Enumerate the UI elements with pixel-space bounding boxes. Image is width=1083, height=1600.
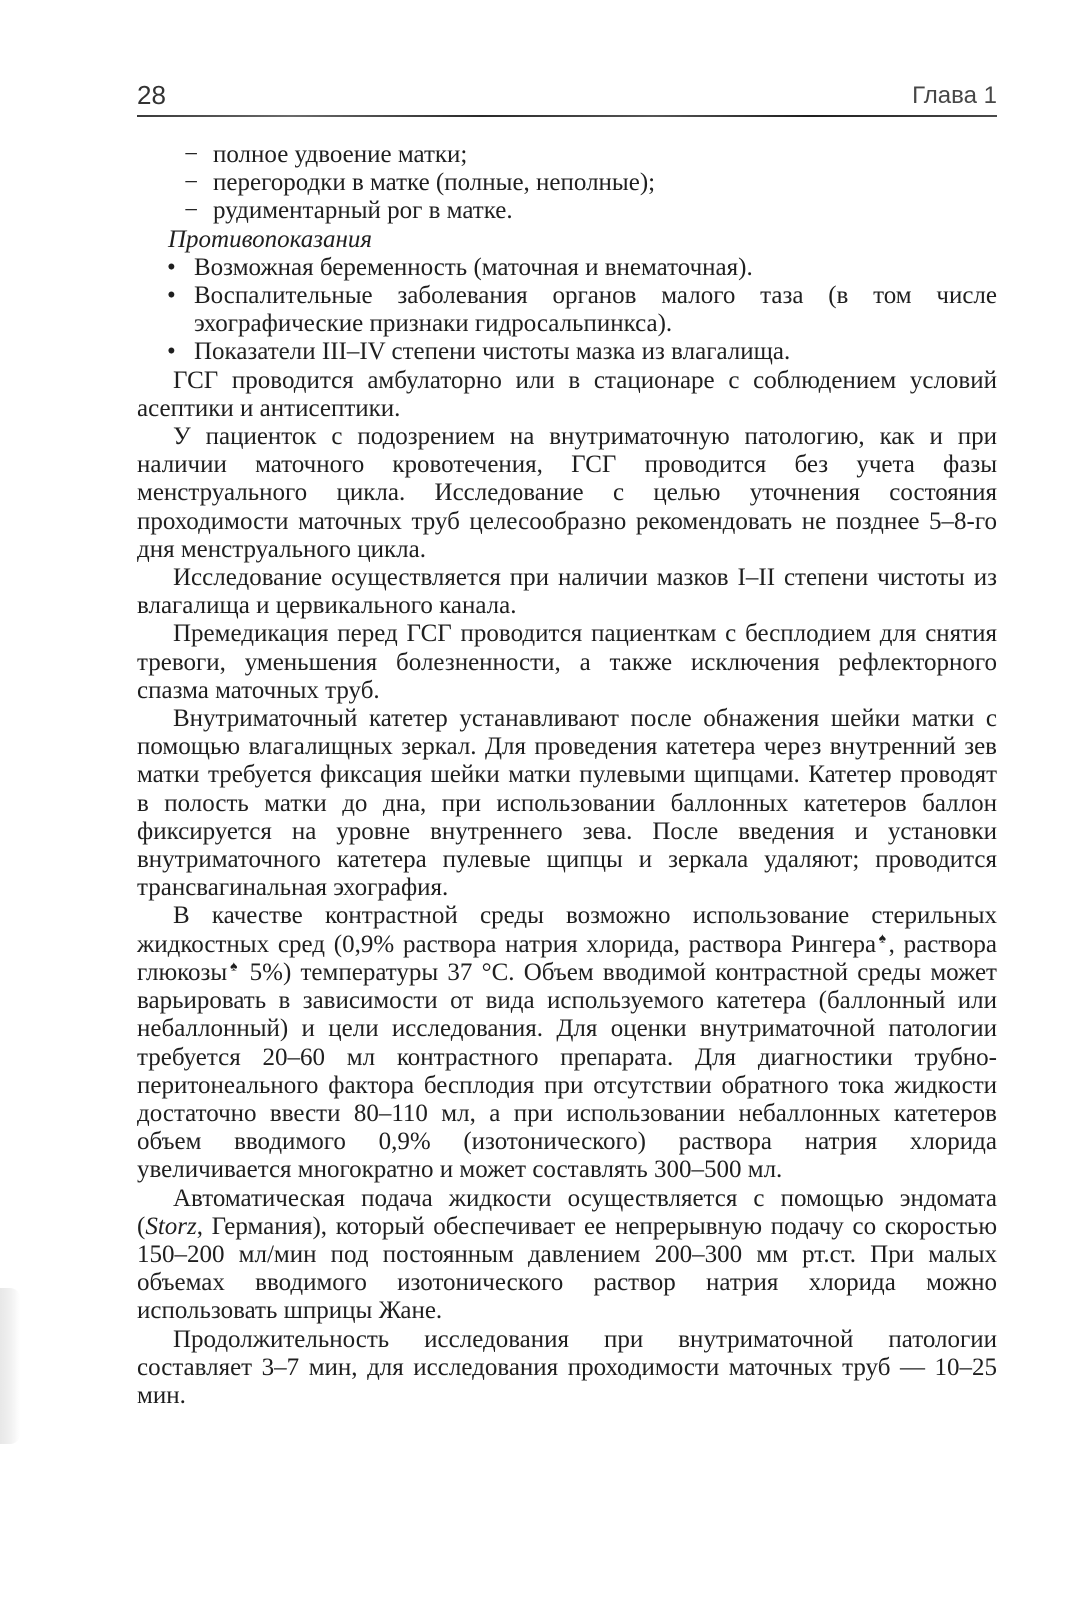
bullet-marker: • bbox=[167, 253, 176, 281]
header-rule bbox=[137, 115, 997, 117]
bullet-list-item bbox=[137, 254, 997, 282]
paragraph bbox=[137, 1326, 997, 1411]
text-segment: У пациенток с подозрением на внутриматочную патологию, как и при наличии маточного кровотечения, ГСГ проводится без учета фазы менструального цикла. Исследование с целью уточнения состояния проходимости маточных труб целесообразно рекомендовать не позднее 5–8-го дня менструального цикла. bbox=[137, 423, 997, 563]
subheading-contraindications: Противопоказания bbox=[168, 225, 372, 253]
paragraph bbox=[137, 1185, 997, 1326]
dash-marker: − bbox=[184, 169, 199, 197]
paragraph bbox=[137, 564, 997, 620]
dash-item-text: перегородки в матке (полные, неполные); bbox=[213, 169, 656, 197]
dash-marker: − bbox=[184, 141, 199, 168]
chapter-label: Глава 1 bbox=[912, 82, 997, 109]
text-segment: В качестве контрастной среды возможно использование стерильных жидкостных сред (0,9% раствора натрия хлорида, раствора Рингера bbox=[137, 902, 997, 958]
bullet-item-text: Показатели III–IV степени чистоты мазка из влагалища. bbox=[194, 338, 791, 366]
page-number: 28 bbox=[137, 80, 166, 110]
page-content bbox=[137, 141, 997, 1410]
bullet-list bbox=[137, 254, 997, 367]
dash-item-text: рудиментарный рог в матке. bbox=[213, 197, 513, 225]
paragraph bbox=[137, 705, 997, 902]
bullet-list-item bbox=[137, 282, 997, 338]
bullet-list-item bbox=[137, 338, 997, 366]
dash-list-item bbox=[137, 169, 997, 197]
text-segment: Автоматическая подача жидкости осуществляется с помощью эндомата ( bbox=[137, 1184, 997, 1240]
text-segment: Storz bbox=[145, 1212, 197, 1240]
text-segment: Премедикация перед ГСГ проводится пациенткам с бесплодием для снятия тревоги, уменьшения болезненности, а также исключения рефлекторного спазма маточных труб. bbox=[137, 620, 997, 704]
dash-list bbox=[137, 141, 997, 226]
paragraph bbox=[137, 902, 997, 1184]
scan-shadow-artifact bbox=[0, 1288, 20, 1444]
bullet-marker: • bbox=[167, 338, 176, 366]
text-segment: ♠ bbox=[876, 930, 889, 946]
paragraphs bbox=[137, 367, 997, 1411]
paragraph bbox=[137, 423, 997, 564]
bullet-marker: • bbox=[167, 282, 176, 310]
text-segment: , Германия), который обеспечивает ее непрерывную подачу со скоростью 150–200 мл/мин под постоянным давлением 200–300 мм рт.ст. При малых объемах вводимого изотонического раствор натрия хлорида можно использовать шприцы Жане. bbox=[137, 1212, 997, 1325]
dash-marker: − bbox=[184, 197, 199, 225]
bullet-item-text: Воспалительные заболевания органов малого таза (в том числе эхографические признаки гидросальпинкса). bbox=[194, 282, 997, 338]
dash-item-text: полное удвоение матки; bbox=[213, 141, 468, 168]
text-segment: , раствора глюкозы bbox=[137, 930, 997, 986]
page-header bbox=[137, 82, 997, 108]
text-segment: Исследование осуществляется при наличии мазков I–II степени чистоты из влагалища и цервикального канала. bbox=[137, 564, 997, 620]
paragraph bbox=[137, 620, 997, 705]
text-segment: ♠ bbox=[227, 958, 241, 974]
dash-list-item bbox=[137, 197, 997, 225]
text-segment: Внутриматочный катетер устанавливают после обнажения шейки матки с помощью влагалищных зеркал. Для проведения катетера через внутренний зев матки требуется фиксация шейки матки пулевыми щипцами. Катетер проводят в полость матки до дна, при использовании баллонных катетеров баллон фиксируется на уровне внутреннего зева. После введения и установки внутриматочного катетера пулевые щипцы и зеркала удаляют; проводится трансвагинальная эхография. bbox=[137, 705, 997, 902]
dash-list-item bbox=[137, 141, 997, 169]
paragraph bbox=[137, 367, 997, 423]
text-segment: Продолжительность исследования при внутриматочной патологии составляет 3–7 мин, для исследования проходимости маточных труб — 10–25 мин. bbox=[137, 1325, 997, 1409]
bullet-item-text: Возможная беременность (маточная и внематочная). bbox=[194, 253, 753, 281]
text-segment: 5%) температуры 37 °С. Объем вводимой контрастной среды может варьировать в зависимости от вида используемого катетера (баллонный или небаллонный) и цели исследования. Для оценки внутриматочной патологии требуется 20–60 мл контрастного препарата. Для диагностики трубно-перитонеального фактора бесплодия при отсутствии обратного тока жидкости достаточно ввести 80–110 мл, а при использовании небаллонных катетеров объем вводимого 0,9% (изотонического) раствора натрия хлорида увеличивается многократно и может составлять 300–500 мл. bbox=[137, 958, 997, 1184]
text-segment: ГСГ проводится амбулаторно или в стационаре с соблюдением условий асептики и антисептики. bbox=[137, 366, 997, 422]
